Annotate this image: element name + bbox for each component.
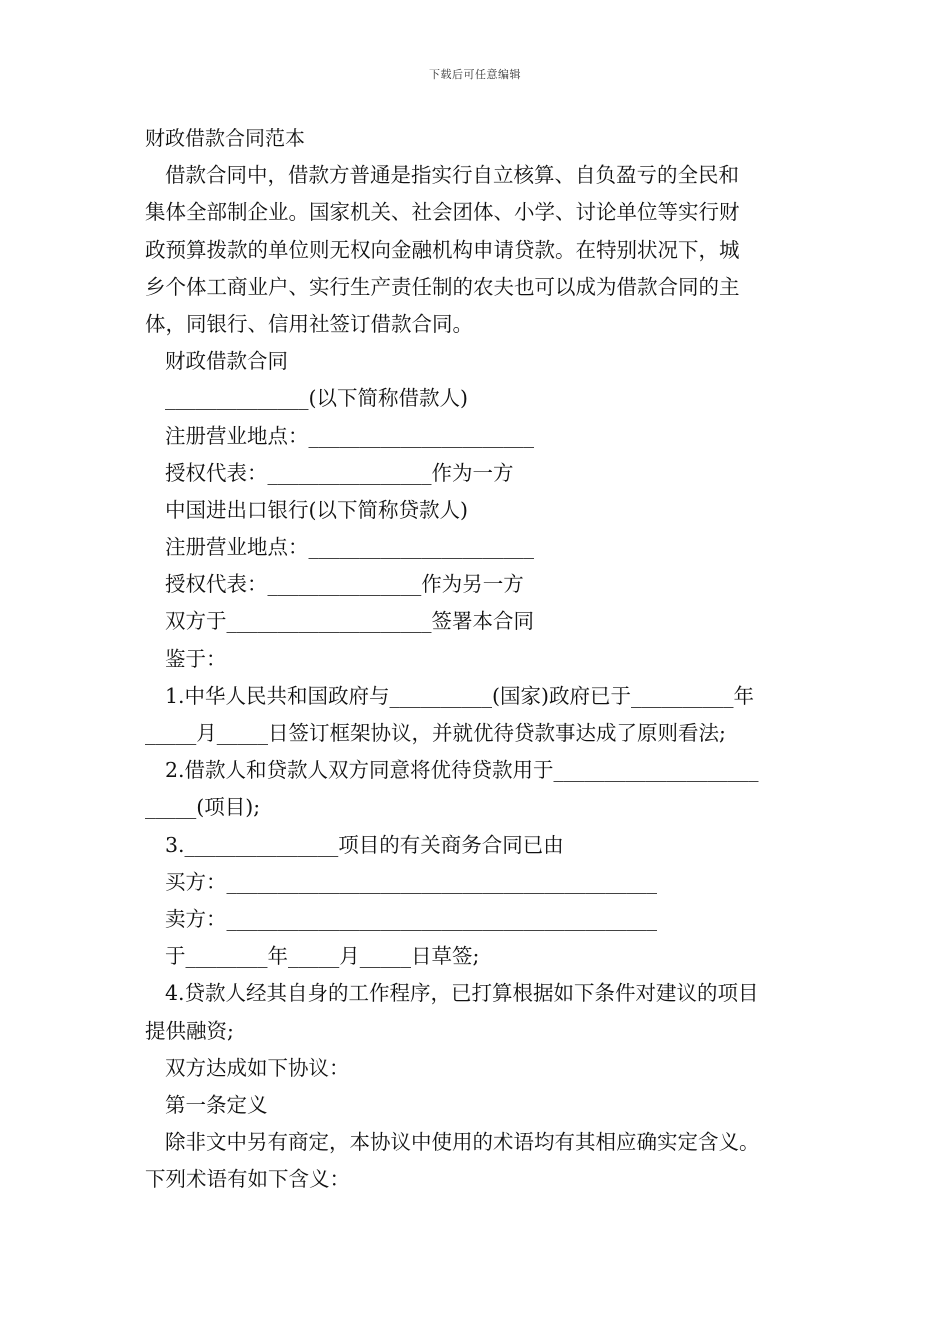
document-line: 中国进出口银行(以下简称贷款人) [165, 497, 468, 522]
document-line: ______________(以下简称借款人) [165, 386, 468, 411]
document-line: 注册营业地点：______________________ [165, 423, 534, 448]
document-line: 卖方：__________________________________________ [165, 906, 657, 931]
document-body [145, 120, 815, 1198]
document-line: 4.贷款人经其自身的工作程序，已打算根据如下条件对建议的项目 [165, 981, 759, 1006]
document-line: _____(项目); [145, 795, 261, 820]
document-line: 1.中华人民共和国政府与__________(国家)政府已于__________年 [165, 683, 755, 708]
document-title: 财政借款合同范本 [145, 126, 305, 150]
document-line: 第一条定义 [165, 1092, 268, 1117]
document-line: _____月_____日签订框架协议，并就优待贷款事达成了原则看法; [145, 721, 726, 745]
document-line: 买方：__________________________________________ [165, 869, 657, 894]
document-line: 体，同银行、信用社签订借款合同。 [145, 311, 473, 336]
document-line: 双方达成如下协议： [165, 1055, 350, 1080]
document-line: 下列术语有如下含义： [145, 1167, 350, 1192]
document-line: 授权代表：________________作为一方 [165, 460, 514, 485]
document-lines [145, 157, 815, 1198]
document-line: 乡个体工商业户、实行生产责任制的农夫也可以成为借款合同的主 [145, 274, 740, 299]
document-line: 集体全部制企业。国家机关、社会团体、小学、讨论单位等实行财 [145, 200, 740, 225]
document-line: 除非文中另有商定，本协议中使用的术语均有其相应确实定含义。 [165, 1130, 760, 1155]
document-line: 借款合同中，借款方普通是指实行自立核算、自负盈亏的全民和 [165, 163, 739, 188]
document-line: 2.借款人和贷款人双方同意将优待贷款用于____________________ [165, 758, 759, 783]
document-line: 提供融资; [145, 1018, 234, 1043]
document-line: 于________年_____月_____日草签; [165, 944, 480, 969]
document-line: 3._______________项目的有关商务合同已由 [165, 832, 564, 857]
document-line: 财政借款合同 [165, 349, 288, 374]
document-line: 注册营业地点：______________________ [165, 535, 534, 560]
document-line: 双方于____________________签署本合同 [165, 609, 534, 634]
document-line: 政预算拨款的单位则无权向金融机构申请贷款。在特别状况下，城 [145, 237, 740, 262]
page-header-note: 下载后可任意编辑 [429, 68, 521, 81]
document-line: 鉴于： [165, 646, 227, 671]
document-line: 授权代表：_______________作为另一方 [165, 572, 524, 597]
